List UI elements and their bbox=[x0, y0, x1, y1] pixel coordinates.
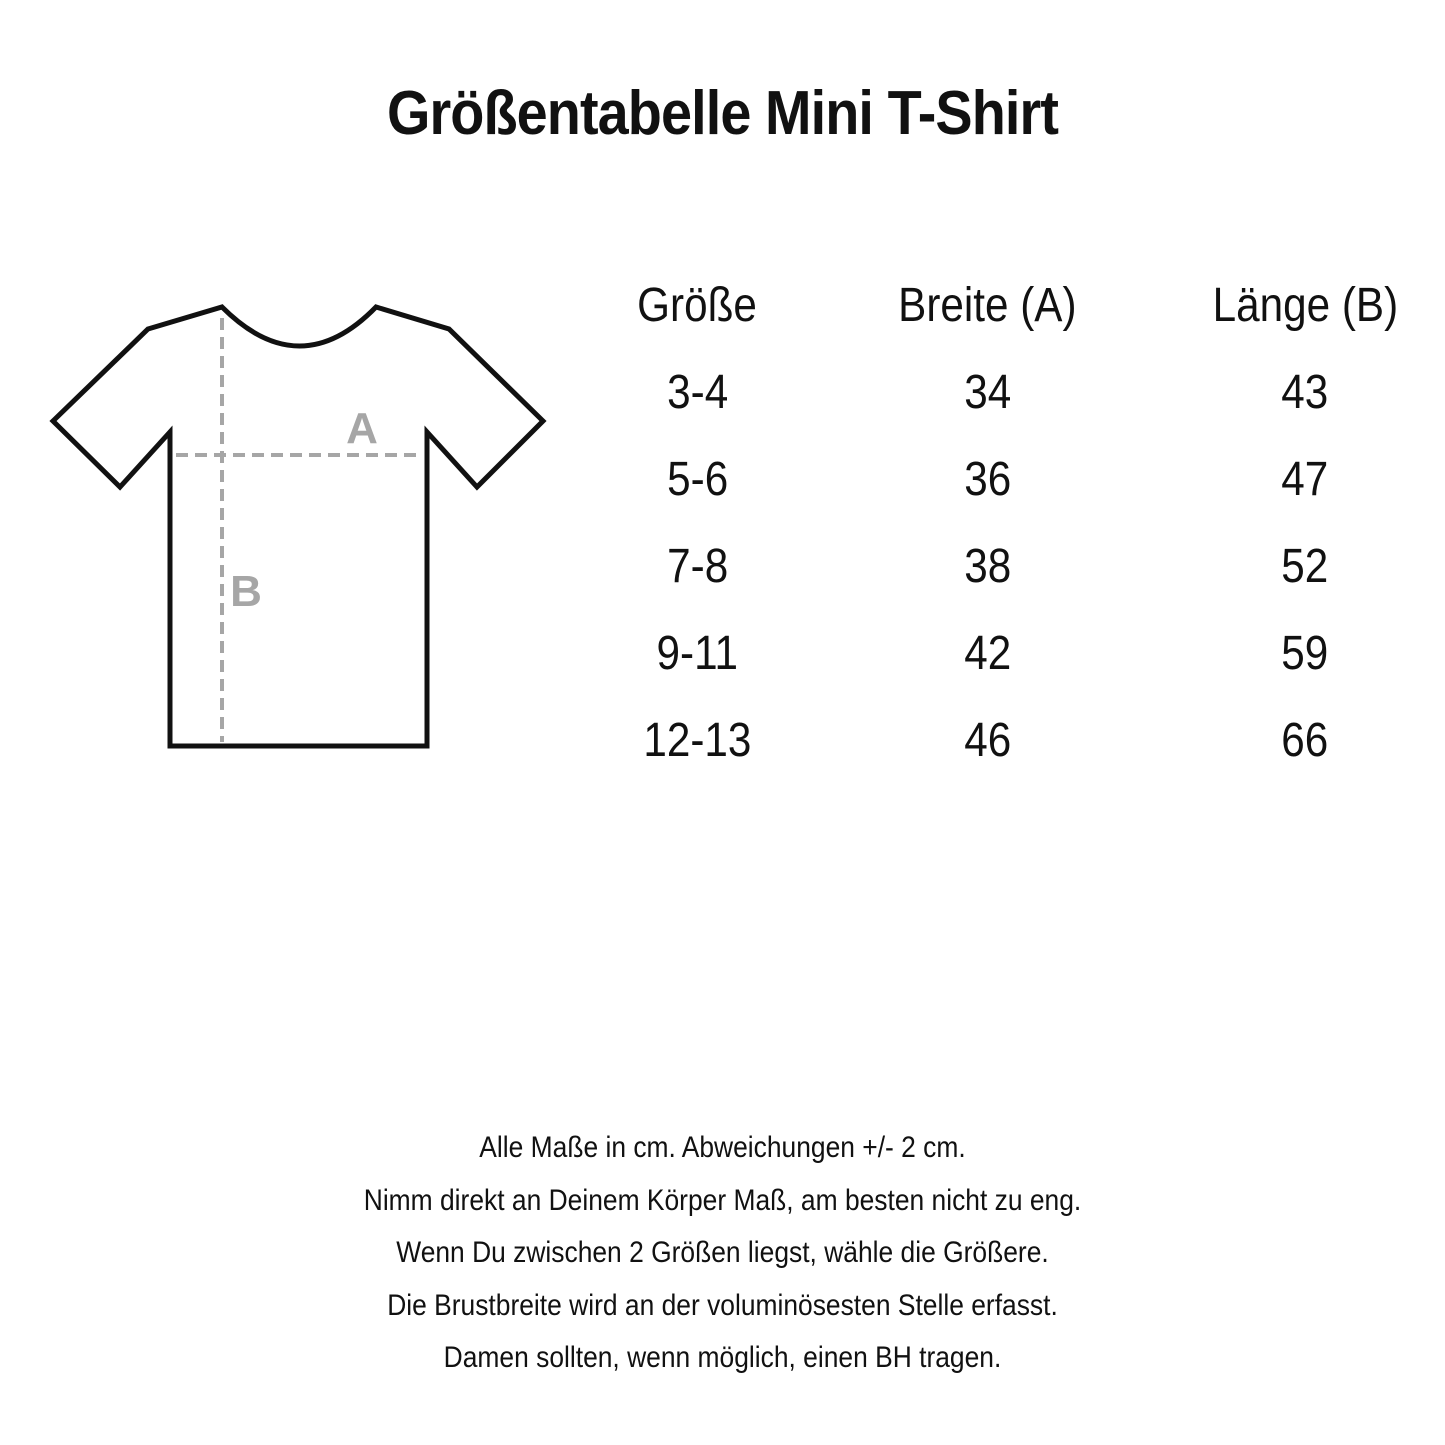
length-cell: 52 bbox=[1281, 540, 1329, 593]
size-cell: 5-6 bbox=[666, 453, 729, 506]
note-line: Die Brustbreite wird an der voluminösesten Stelle erfasst. bbox=[387, 1288, 1058, 1322]
measurement-notes bbox=[0, 1122, 1445, 1385]
width-cell: 46 bbox=[964, 714, 1011, 767]
width-cell: 42 bbox=[964, 627, 1011, 680]
size-cell: 7-8 bbox=[666, 540, 729, 593]
table-header-row bbox=[590, 262, 1440, 349]
t-shirt-diagram bbox=[48, 300, 548, 755]
size-cell: 9-11 bbox=[656, 627, 739, 680]
length-cell: 43 bbox=[1281, 366, 1329, 419]
label-a: A bbox=[346, 404, 378, 453]
size-cell: 3-4 bbox=[666, 366, 729, 419]
note-line: Nimm direkt an Deinem Körper Maß, am besten nicht zu eng. bbox=[363, 1183, 1082, 1217]
width-cell: 38 bbox=[964, 540, 1011, 593]
column-header-width: Breite (A) bbox=[898, 279, 1077, 332]
width-cell: 36 bbox=[964, 453, 1011, 506]
width-cell: 34 bbox=[964, 366, 1011, 419]
size-cell: 12-13 bbox=[643, 714, 752, 767]
length-cell: 59 bbox=[1281, 627, 1329, 680]
length-cell: 47 bbox=[1281, 453, 1329, 506]
column-header-size: Größe bbox=[637, 279, 758, 332]
note-line: Damen sollten, wenn möglich, einen BH tragen. bbox=[443, 1341, 1002, 1374]
size-table bbox=[590, 262, 1440, 784]
label-b: B bbox=[230, 567, 262, 616]
page-title: Größentabelle Mini T-Shirt bbox=[386, 79, 1059, 148]
length-cell: 66 bbox=[1281, 714, 1329, 767]
table-row bbox=[590, 610, 1440, 697]
table-row bbox=[590, 523, 1440, 610]
table-row bbox=[590, 697, 1440, 784]
t-shirt-outline bbox=[53, 307, 543, 746]
note-line: Alle Maße in cm. Abweichungen +/- 2 cm. bbox=[479, 1131, 966, 1164]
table-row bbox=[590, 436, 1440, 523]
column-header-length: Länge (B) bbox=[1212, 279, 1398, 332]
note-line: Wenn Du zwischen 2 Größen liegst, wähle die Größere. bbox=[396, 1236, 1049, 1269]
table-row bbox=[590, 349, 1440, 436]
